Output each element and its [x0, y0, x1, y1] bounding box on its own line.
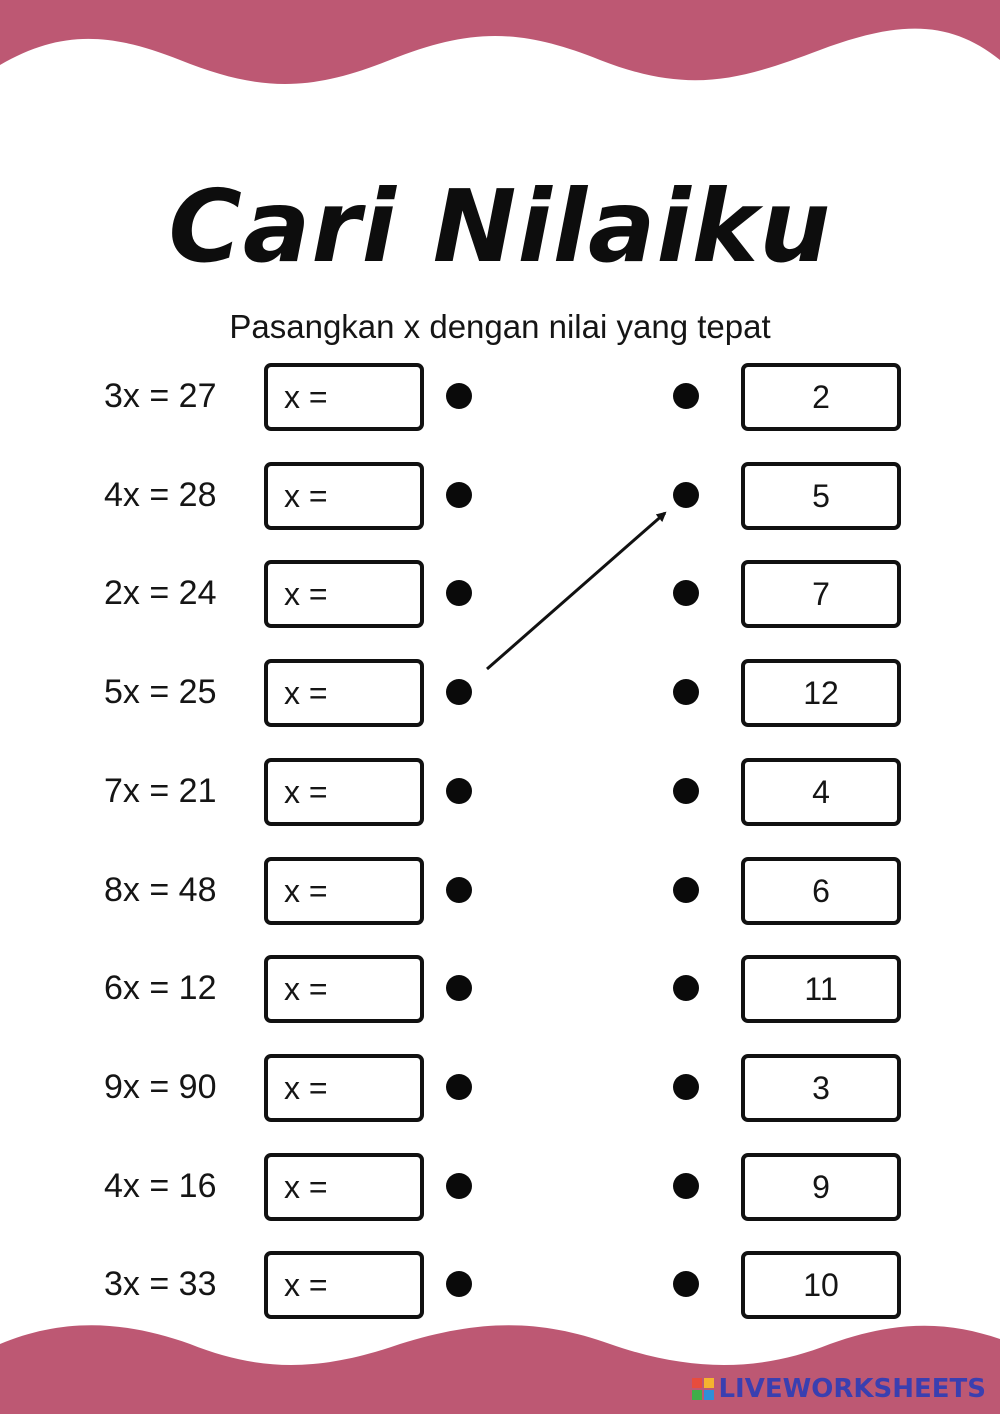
matching-row	[0, 758, 1000, 828]
value-option-label: 9	[812, 1169, 830, 1205]
matching-row	[0, 560, 1000, 630]
answer-input-box[interactable]	[264, 857, 424, 925]
left-connector-dot[interactable]	[446, 482, 472, 508]
left-connector-dot[interactable]	[446, 1074, 472, 1100]
matching-row	[0, 659, 1000, 729]
matching-row	[0, 363, 1000, 433]
value-option-box	[741, 955, 901, 1023]
right-connector-dot[interactable]	[673, 482, 699, 508]
value-option-label: 6	[812, 873, 830, 909]
value-option-label: 11	[804, 971, 838, 1007]
liveworksheets-logo-icon	[692, 1378, 714, 1400]
left-connector-dot[interactable]	[446, 778, 472, 804]
worksheet-instruction: Pasangkan x dengan nilai yang tepat	[229, 308, 771, 345]
answer-input-box[interactable]	[264, 1054, 424, 1122]
equation-label: 2x = 24	[104, 574, 217, 612]
equation-label: 6x = 12	[104, 969, 217, 1007]
right-connector-dot[interactable]	[673, 383, 699, 409]
answer-input-box[interactable]	[264, 758, 424, 826]
left-connector-dot[interactable]	[446, 1271, 472, 1297]
equation-label: 9x = 90	[104, 1068, 217, 1106]
answer-prefix: x =	[284, 1070, 328, 1106]
value-option-label: 12	[803, 675, 839, 711]
answer-input-box[interactable]	[264, 1251, 424, 1319]
equation-label: 8x = 48	[104, 871, 217, 909]
value-option-label: 3	[812, 1070, 830, 1106]
equation-label: 3x = 27	[104, 377, 217, 415]
value-option-box	[741, 1153, 901, 1221]
answer-prefix: x =	[284, 1267, 328, 1303]
left-connector-dot[interactable]	[446, 975, 472, 1001]
value-option-box	[741, 1251, 901, 1319]
matching-row	[0, 1054, 1000, 1124]
answer-input-box[interactable]	[264, 560, 424, 628]
value-option-box	[741, 1054, 901, 1122]
value-option-label: 5	[812, 478, 830, 514]
left-connector-dot[interactable]	[446, 1173, 472, 1199]
left-connector-dot[interactable]	[446, 877, 472, 903]
value-option-box	[741, 857, 901, 925]
left-connector-dot[interactable]	[446, 580, 472, 606]
equation-label: 4x = 28	[104, 476, 217, 514]
answer-prefix: x =	[284, 774, 328, 810]
answer-prefix: x =	[284, 576, 328, 612]
left-connector-dot[interactable]	[446, 383, 472, 409]
right-connector-dot[interactable]	[673, 1074, 699, 1100]
value-option-label: 10	[803, 1267, 839, 1303]
right-connector-dot[interactable]	[673, 580, 699, 606]
value-option-box	[741, 758, 901, 826]
answer-input-box[interactable]	[264, 659, 424, 727]
matching-row	[0, 955, 1000, 1025]
right-connector-dot[interactable]	[673, 877, 699, 903]
right-connector-dot[interactable]	[673, 778, 699, 804]
value-option-box	[741, 363, 901, 431]
right-connector-dot[interactable]	[673, 1173, 699, 1199]
value-option-label: 4	[812, 774, 830, 810]
right-connector-dot[interactable]	[673, 679, 699, 705]
answer-prefix: x =	[284, 873, 328, 909]
brand-name: LIVEWORKSHEETS	[718, 1374, 986, 1404]
answer-input-box[interactable]	[264, 1153, 424, 1221]
matching-row	[0, 462, 1000, 532]
top-wave-banner	[0, 0, 1000, 110]
answer-input-box[interactable]	[264, 363, 424, 431]
left-connector-dot[interactable]	[446, 679, 472, 705]
equation-label: 5x = 25	[104, 673, 217, 711]
right-connector-dot[interactable]	[673, 975, 699, 1001]
equation-label: 7x = 21	[104, 772, 217, 810]
answer-prefix: x =	[284, 1169, 328, 1205]
value-option-label: 2	[812, 379, 830, 415]
liveworksheets-watermark	[692, 1374, 986, 1404]
answer-prefix: x =	[284, 478, 328, 514]
equation-label: 3x = 33	[104, 1265, 217, 1303]
matching-row	[0, 1251, 1000, 1321]
equation-label: 4x = 16	[104, 1167, 217, 1205]
value-option-box	[741, 659, 901, 727]
answer-input-box[interactable]	[264, 462, 424, 530]
answer-input-box[interactable]	[264, 955, 424, 1023]
value-option-box	[741, 560, 901, 628]
matching-row	[0, 1153, 1000, 1223]
answer-prefix: x =	[284, 971, 328, 1007]
answer-prefix: x =	[284, 675, 328, 711]
right-connector-dot[interactable]	[673, 1271, 699, 1297]
value-option-box	[741, 462, 901, 530]
worksheet-title: Cari Nilaiku	[168, 168, 832, 285]
value-option-label: 7	[812, 576, 830, 612]
answer-prefix: x =	[284, 379, 328, 415]
matching-row	[0, 857, 1000, 927]
